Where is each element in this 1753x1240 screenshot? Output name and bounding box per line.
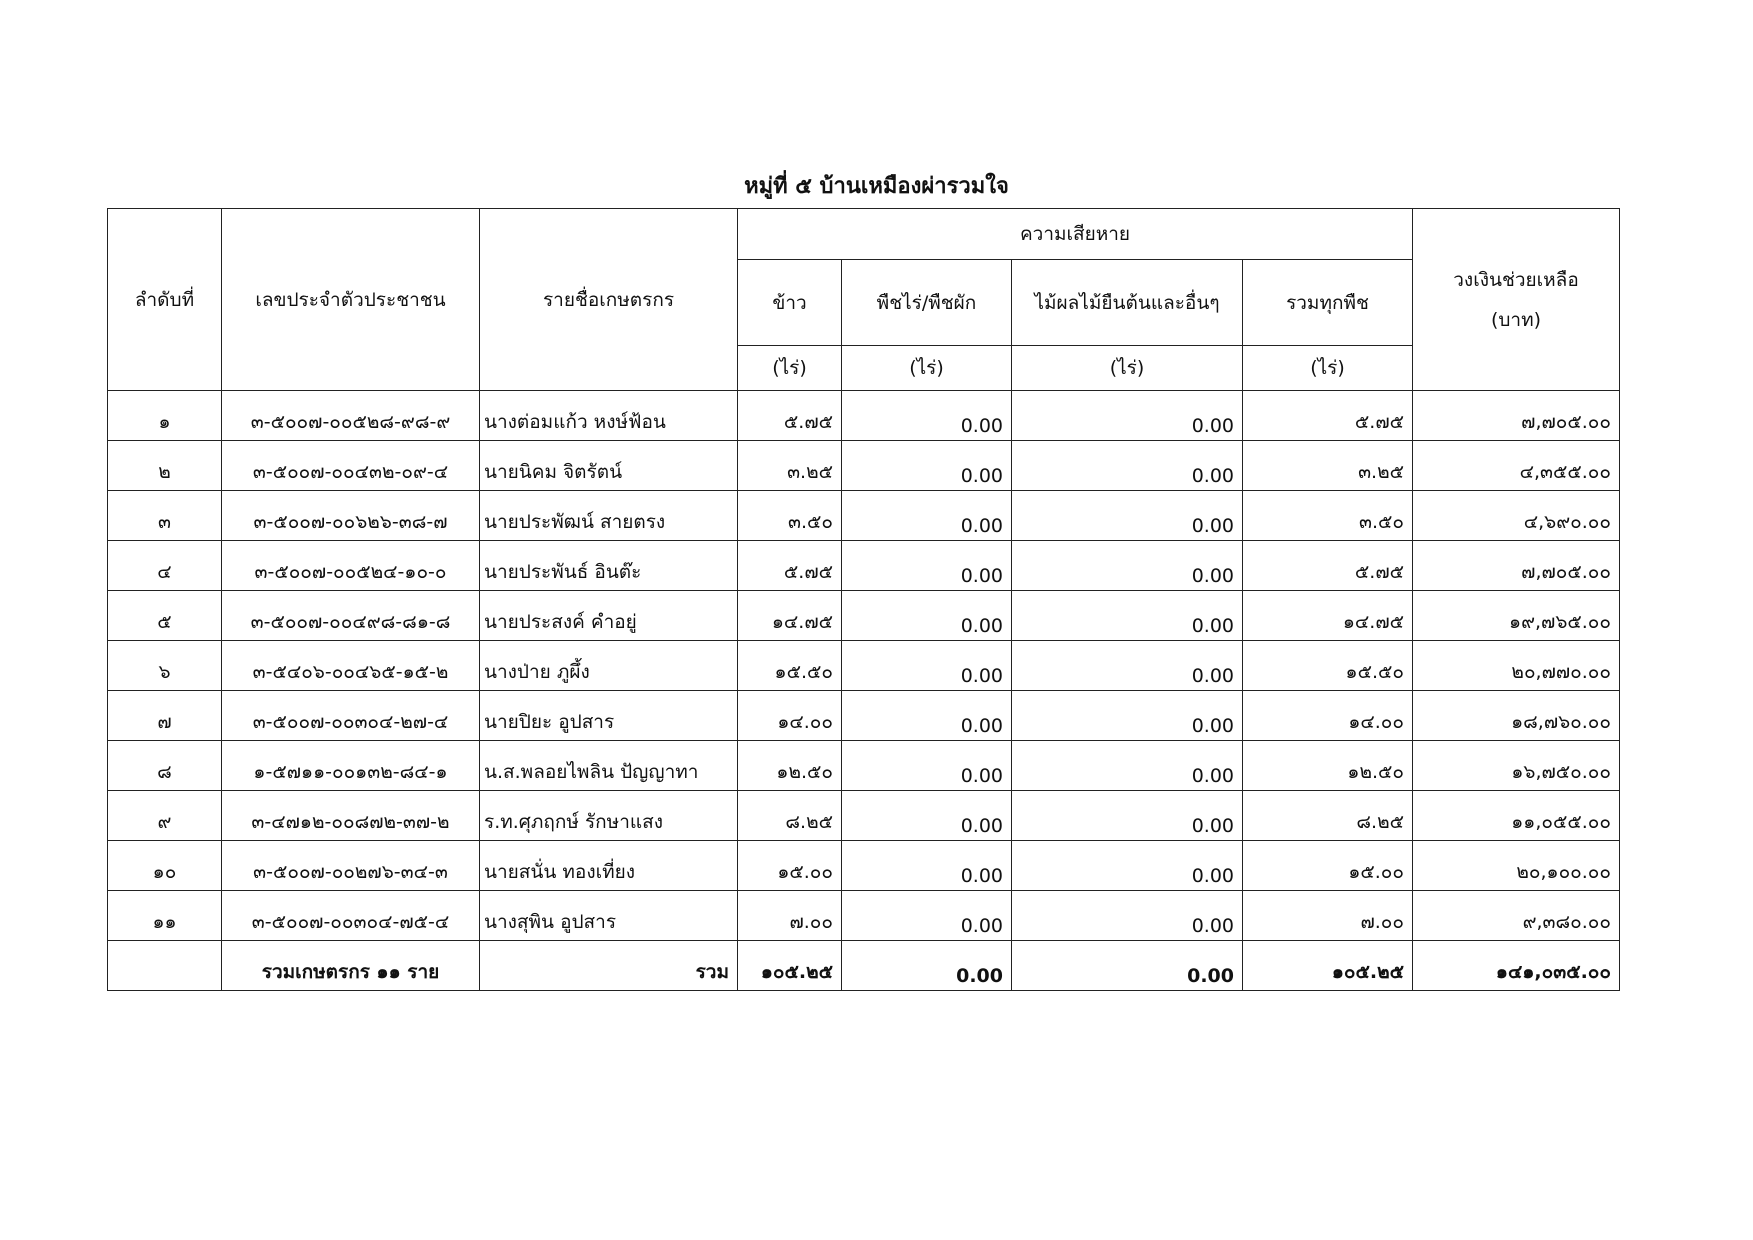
total-sum-label: รวม	[480, 941, 738, 991]
row-field: 0.00	[842, 641, 1012, 691]
row-name: ร.ท.ศุภฤกษ์ รักษาแสง	[480, 791, 738, 841]
row-fruit: 0.00	[1012, 641, 1243, 691]
row-no: ๗	[108, 691, 222, 741]
row-name: นายนิคม จิตรัตน์	[480, 441, 738, 491]
row-fruit: 0.00	[1012, 591, 1243, 641]
row-id: ๓-๕๐๐๗-๐๐๓๐๔-๗๕-๔	[222, 891, 480, 941]
total-all: ๑๐๕.๒๕	[1243, 941, 1413, 991]
header-aid-label: วงเงินช่วยเหลือ	[1453, 268, 1579, 291]
row-all: ๑๒.๕๐	[1243, 741, 1413, 791]
row-id: ๓-๕๐๐๗-๐๐๕๒๘-๙๘-๙	[222, 391, 480, 441]
row-aid: ๑๙,๗๖๕.๐๐	[1413, 591, 1620, 641]
row-aid: ๒๐,๑๐๐.๐๐	[1413, 841, 1620, 891]
row-all: ๑๕.๕๐	[1243, 641, 1413, 691]
header-no: ลำดับที่	[108, 209, 222, 391]
row-field: 0.00	[842, 791, 1012, 841]
row-id: ๑-๕๗๑๑-๐๐๑๓๒-๘๔-๑	[222, 741, 480, 791]
row-id: ๓-๕๐๐๗-๐๐๓๐๔-๒๗-๔	[222, 691, 480, 741]
row-fruit: 0.00	[1012, 691, 1243, 741]
row-field: 0.00	[842, 691, 1012, 741]
row-aid: ๔,๓๕๕.๐๐	[1413, 441, 1620, 491]
row-fruit: 0.00	[1012, 791, 1243, 841]
row-all: ๑๔.๗๕	[1243, 591, 1413, 641]
table-footer	[108, 941, 1620, 991]
row-fruit: 0.00	[1012, 441, 1243, 491]
header-damage: ความเสียหาย	[738, 209, 1413, 260]
row-name: นายประสงค์ คำอยู่	[480, 591, 738, 641]
row-all: ๓.๕๐	[1243, 491, 1413, 541]
row-aid: ๑๖,๗๕๐.๐๐	[1413, 741, 1620, 791]
row-no: ๘	[108, 741, 222, 791]
row-no: ๓	[108, 491, 222, 541]
header-unit-fruit: (ไร่)	[1012, 346, 1243, 391]
row-no: ๑๐	[108, 841, 222, 891]
table-row	[108, 741, 1620, 791]
row-rice: ๕.๗๕	[738, 541, 842, 591]
header-unit-all: (ไร่)	[1243, 346, 1413, 391]
row-no: ๕	[108, 591, 222, 641]
table-row	[108, 791, 1620, 841]
row-rice: ๘.๒๕	[738, 791, 842, 841]
total-empty-cell	[108, 941, 222, 991]
row-fruit: 0.00	[1012, 391, 1243, 441]
row-all: ๑๕.๐๐	[1243, 841, 1413, 891]
row-name: นางต่อมแก้ว หงษ์ฟ้อน	[480, 391, 738, 441]
row-id: ๓-๕๐๐๗-๐๐๖๒๖-๓๘-๗	[222, 491, 480, 541]
row-aid: ๗,๗๐๕.๐๐	[1413, 541, 1620, 591]
row-all: ๑๔.๐๐	[1243, 691, 1413, 741]
row-id: ๓-๔๗๑๒-๐๐๘๗๒-๓๗-๒	[222, 791, 480, 841]
row-no: ๔	[108, 541, 222, 591]
table-row	[108, 391, 1620, 441]
row-id: ๓-๕๐๐๗-๐๐๕๒๔-๑๐-๐	[222, 541, 480, 591]
header-field: พืชไร่/พืชผัก	[842, 260, 1012, 346]
row-field: 0.00	[842, 841, 1012, 891]
table-row	[108, 891, 1620, 941]
row-id: ๓-๕๐๐๗-๐๐๔๙๘-๘๑-๘	[222, 591, 480, 641]
row-all: ๕.๗๕	[1243, 541, 1413, 591]
header-rice: ข้าว	[738, 260, 842, 346]
row-field: 0.00	[842, 591, 1012, 641]
row-all: ๘.๒๕	[1243, 791, 1413, 841]
row-id: ๓-๕๔๐๖-๐๐๔๖๕-๑๕-๒	[222, 641, 480, 691]
row-field: 0.00	[842, 541, 1012, 591]
row-name: นางป่าย ภูผึ้ง	[480, 641, 738, 691]
row-aid: ๑๑,๐๕๕.๐๐	[1413, 791, 1620, 841]
table-row	[108, 591, 1620, 641]
row-aid: ๑๘,๗๖๐.๐๐	[1413, 691, 1620, 741]
row-name: นางสุพิน อูปสาร	[480, 891, 738, 941]
total-label: รวมเกษตรกร ๑๑ ราย	[222, 941, 480, 991]
total-rice: ๑๐๕.๒๕	[738, 941, 842, 991]
row-fruit: 0.00	[1012, 841, 1243, 891]
row-rice: ๑๕.๐๐	[738, 841, 842, 891]
row-fruit: 0.00	[1012, 891, 1243, 941]
row-rice: ๓.๒๕	[738, 441, 842, 491]
row-no: ๑	[108, 391, 222, 441]
row-name: น.ส.พลอยไพลิน ปัญญาทา	[480, 741, 738, 791]
row-no: ๖	[108, 641, 222, 691]
row-fruit: 0.00	[1012, 741, 1243, 791]
header-unit-field: (ไร่)	[842, 346, 1012, 391]
header-id: เลขประจำตัวประชาชน	[222, 209, 480, 391]
row-rice: ๓.๕๐	[738, 491, 842, 541]
row-rice: ๑๕.๕๐	[738, 641, 842, 691]
table-row	[108, 691, 1620, 741]
row-no: ๒	[108, 441, 222, 491]
table-row	[108, 841, 1620, 891]
table-row	[108, 641, 1620, 691]
total-fruit: 0.00	[1012, 941, 1243, 991]
header-unit-rice: (ไร่)	[738, 346, 842, 391]
header-aid	[1413, 209, 1620, 391]
row-rice: ๑๒.๕๐	[738, 741, 842, 791]
total-aid: ๑๔๑,๐๓๕.๐๐	[1413, 941, 1620, 991]
table-body	[108, 391, 1620, 941]
header-fruit: ไม้ผลไม้ยืนต้นและอื่นๆ	[1012, 260, 1243, 346]
row-aid: ๒๐,๗๗๐.๐๐	[1413, 641, 1620, 691]
row-id: ๓-๕๐๐๗-๐๐๒๗๖-๓๔-๓	[222, 841, 480, 891]
row-rice: ๑๔.๐๐	[738, 691, 842, 741]
row-field: 0.00	[842, 891, 1012, 941]
row-fruit: 0.00	[1012, 541, 1243, 591]
header-all: รวมทุกพืช	[1243, 260, 1413, 346]
total-row	[108, 941, 1620, 991]
total-field: 0.00	[842, 941, 1012, 991]
row-rice: ๕.๗๕	[738, 391, 842, 441]
row-rice: ๑๔.๗๕	[738, 591, 842, 641]
row-name: นายประพัฒน์ สายตรง	[480, 491, 738, 541]
row-fruit: 0.00	[1012, 491, 1243, 541]
farmer-damage-table	[107, 208, 1620, 991]
table-row	[108, 491, 1620, 541]
row-aid: ๗,๗๐๕.๐๐	[1413, 391, 1620, 441]
row-aid: ๙,๓๘๐.๐๐	[1413, 891, 1620, 941]
row-name: นายประพันธ์ อินต๊ะ	[480, 541, 738, 591]
table-row	[108, 541, 1620, 591]
row-no: ๑๑	[108, 891, 222, 941]
row-aid: ๔,๖๙๐.๐๐	[1413, 491, 1620, 541]
header-name: รายชื่อเกษตรกร	[480, 209, 738, 391]
row-id: ๓-๕๐๐๗-๐๐๔๓๒-๐๙-๔	[222, 441, 480, 491]
row-name: นายปิยะ อูปสาร	[480, 691, 738, 741]
row-no: ๙	[108, 791, 222, 841]
table-row	[108, 441, 1620, 491]
row-field: 0.00	[842, 741, 1012, 791]
row-rice: ๗.๐๐	[738, 891, 842, 941]
row-field: 0.00	[842, 391, 1012, 441]
row-field: 0.00	[842, 491, 1012, 541]
row-all: ๓.๒๕	[1243, 441, 1413, 491]
row-name: นายสนั่น ทองเที่ยง	[480, 841, 738, 891]
page-title: หมู่ที่ ๕ บ้านเหมืองผ่ารวมใจ	[744, 174, 1009, 199]
header-aid-unit: (บาท)	[1490, 308, 1542, 331]
row-all: ๗.๐๐	[1243, 891, 1413, 941]
row-field: 0.00	[842, 441, 1012, 491]
row-all: ๕.๗๕	[1243, 391, 1413, 441]
